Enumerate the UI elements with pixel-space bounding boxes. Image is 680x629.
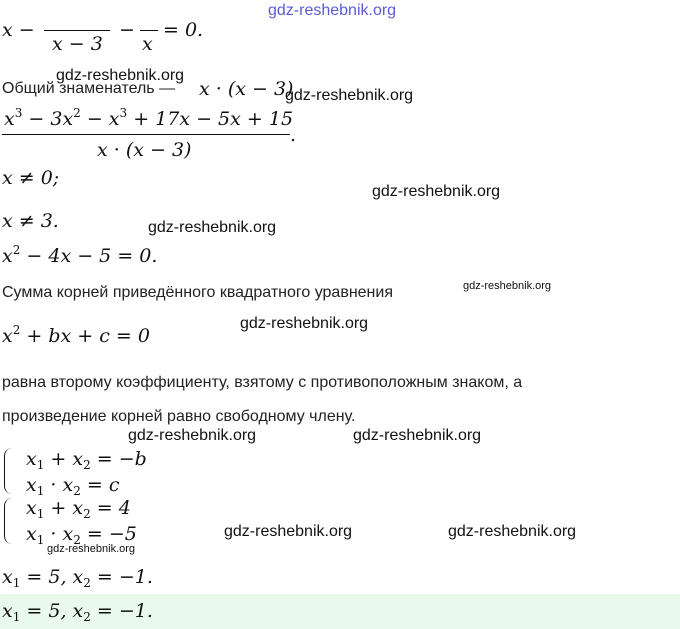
system-specific-row-2: $x_1 \cdot x_2 = -5$ bbox=[26, 523, 137, 547]
theorem-line-3: произведение корней равно свободному члену. bbox=[2, 408, 356, 425]
eq1-minus-2: − bbox=[119, 19, 135, 41]
watermark: gdz-reshebnik.org bbox=[47, 543, 136, 555]
eq1-fraction-denominator: x − 3 bbox=[52, 33, 103, 55]
eq1-equals-zero: = 0. bbox=[163, 19, 204, 41]
watermark: gdz-reshebnik.org bbox=[148, 219, 277, 236]
general-quadratic: $x^2$ + bx + c = 0 bbox=[2, 323, 150, 347]
condition-x-not-0: x ≠ 0; bbox=[2, 167, 60, 189]
system-specific-row-1: $x_1 + x_2 = 4$ bbox=[26, 497, 131, 521]
common-denominator-label: Общий знаменатель — bbox=[2, 80, 176, 97]
watermark: gdz-reshebnik.org bbox=[372, 183, 501, 200]
quadratic-equation: $x^2 - 4x - 5 = 0$. bbox=[2, 243, 158, 267]
eq1-fraction-bar bbox=[44, 30, 110, 31]
eq1-minus: − bbox=[18, 19, 35, 41]
eq1-fraction-bar-2 bbox=[140, 30, 158, 31]
system-brace-general bbox=[4, 448, 13, 494]
answer-result: $x_1 = 5$, $x_2 = -1$. bbox=[2, 600, 153, 624]
watermark: gdz-reshebnik.org bbox=[128, 427, 257, 444]
watermark: gdz-reshebnik.org bbox=[463, 280, 552, 292]
big-fraction-period: . bbox=[290, 124, 297, 146]
theorem-line-1: Сумма корней приведённого квадратного уравнения bbox=[2, 284, 393, 301]
watermark: gdz-reshebnik.org bbox=[448, 523, 577, 540]
eq1-x: x bbox=[2, 19, 13, 41]
watermark: gdz-reshebnik.org bbox=[353, 427, 482, 444]
header-watermark[interactable]: gdz-reshebnik.org bbox=[268, 2, 397, 19]
system-brace-specific bbox=[4, 498, 13, 544]
roots-result: $x_1 = 5$, $x_2 = -1$. bbox=[2, 566, 153, 590]
big-fraction-denominator: x · (x − 3) bbox=[97, 139, 192, 161]
watermark: gdz-reshebnik.org bbox=[285, 87, 414, 104]
equation-line-1 bbox=[2, 19, 35, 41]
big-fraction-numerator: $x^3 - 3x^2 - x^3 + 17x - 5x + 15$ bbox=[4, 106, 294, 130]
common-denominator-expr: x · (x − 3) bbox=[199, 78, 294, 100]
system-general-row-1: $x_1 + x_2 = -b$ bbox=[26, 448, 147, 472]
watermark: gdz-reshebnik.org bbox=[224, 523, 353, 540]
theorem-line-2: равна второму коэффициенту, взятому с противоположным знаком, а bbox=[2, 374, 523, 391]
eq1-fraction2-denominator: x bbox=[142, 33, 153, 55]
watermark: gdz-reshebnik.org bbox=[240, 315, 369, 332]
system-general-row-2: $x_1 \cdot x_2 = c$ bbox=[26, 474, 120, 498]
watermark: gdz-reshebnik.org bbox=[56, 67, 185, 84]
big-fraction-bar bbox=[2, 134, 290, 135]
condition-x-not-3: x ≠ 3. bbox=[2, 210, 59, 232]
